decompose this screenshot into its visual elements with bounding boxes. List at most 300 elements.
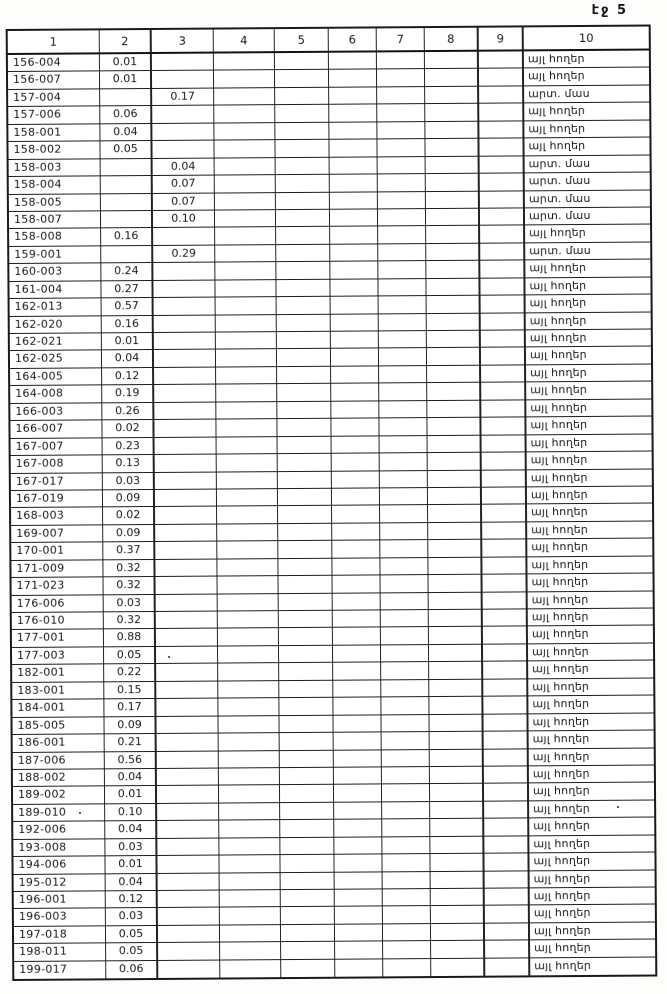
empty-cell [482,487,527,505]
empty-cell [381,697,429,715]
empty-cell [485,958,530,976]
empty-cell [331,366,379,384]
empty-cell [431,906,485,924]
empty-cell [485,941,530,959]
value-cell: 0.04 [105,821,157,839]
code-cell: 177-003 [12,647,104,665]
empty-cell [217,541,278,559]
code-cell: 197-018 [14,926,106,944]
empty-cell [331,384,379,402]
empty-cell [427,296,481,314]
scan-speck [168,656,170,658]
note-cell: այլ հողեր [528,643,653,661]
value-cell [152,106,214,124]
value-cell: 0.24 [101,263,153,281]
empty-cell [377,139,425,157]
empty-cell [380,471,428,489]
empty-cell [427,348,481,366]
empty-cell [377,52,425,70]
empty-cell [280,837,334,855]
empty-cell [425,87,479,105]
empty-cell [219,838,280,856]
empty-cell [430,836,484,854]
empty-cell [280,750,334,768]
empty-cell [377,104,425,122]
empty-cell [481,383,526,401]
empty-cell [217,489,278,507]
empty-cell [379,349,427,367]
empty-cell [484,784,529,802]
value-cell: 0.37 [103,542,155,560]
empty-cell [215,158,276,176]
note-cell: այլ հողեր [527,452,652,470]
empty-cell [381,610,429,628]
empty-cell [220,925,281,943]
empty-cell [332,558,380,576]
empty-cell [216,332,277,350]
empty-cell [382,750,430,768]
empty-cell [329,105,377,123]
value-cell [152,54,214,72]
value-cell [154,402,216,420]
empty-cell [426,261,480,279]
note-cell: այլ հողեր [528,661,653,679]
empty-cell [378,174,426,192]
empty-cell [383,941,431,959]
note-cell: այլ հողեր [526,417,651,435]
empty-cell [428,505,482,523]
empty-cell [380,505,428,523]
empty-cell [483,697,528,715]
note-cell: այլ հողեր [528,609,653,627]
code-cell: 158-002 [8,142,100,160]
code-cell: 199-017 [14,961,106,979]
empty-cell [333,715,381,733]
empty-cell [275,105,329,123]
empty-cell [380,540,428,558]
value-cell [155,524,217,542]
empty-cell [379,383,427,401]
value-cell: 0.01 [102,333,154,351]
empty-cell [428,470,482,488]
empty-cell [280,820,334,838]
note-cell: այլ հողեր [526,364,651,382]
empty-cell [335,907,383,925]
empty-cell [481,330,526,348]
empty-cell [278,524,332,542]
empty-cell [429,627,483,645]
empty-cell [431,871,485,889]
empty-cell [279,593,333,611]
empty-cell [276,227,330,245]
empty-cell [430,784,484,802]
empty-cell [215,175,276,193]
note-cell: այլ հողեր [526,295,651,313]
empty-cell [219,785,280,803]
empty-cell [331,314,379,332]
empty-cell [214,105,275,123]
code-cell: 169-007 [11,525,103,543]
empty-cell [275,53,329,71]
empty-cell [480,278,525,296]
value-cell [155,542,217,560]
empty-cell [428,488,482,506]
empty-cell [276,210,330,228]
empty-cell [480,208,525,226]
empty-cell [278,489,332,507]
note-cell: այլ հողեր [529,748,654,766]
empty-cell [278,436,332,454]
code-cell: 171-023 [12,577,104,595]
empty-cell [334,855,382,873]
empty-cell [382,837,430,855]
code-cell: 158-004 [9,176,101,194]
value-cell [156,716,218,734]
value-cell [156,699,218,717]
empty-cell [426,209,480,227]
empty-cell [220,908,281,926]
empty-cell [217,506,278,524]
code-cell: 196-001 [14,891,106,909]
empty-cell [480,191,525,209]
empty-cell [280,785,334,803]
note-cell: այլ հողեր [524,68,649,86]
empty-cell [281,959,335,977]
empty-cell [483,679,528,697]
value-cell: 0.03 [106,908,158,926]
note-cell: արտ. մաս [524,85,649,103]
empty-cell [380,436,428,454]
value-cell [101,246,153,264]
value-cell: 0.01 [100,71,152,89]
empty-cell [277,349,331,367]
note-cell: այլ հողեր [529,818,654,836]
note-cell: այլ հողեր [529,835,654,853]
note-cell: այլ հողեր [525,260,650,278]
empty-cell [215,228,276,246]
empty-cell [383,959,431,977]
value-cell: 0.26 [102,403,154,421]
empty-cell [482,435,527,453]
empty-cell [334,732,382,750]
empty-cell [425,52,479,70]
code-cell: 158-007 [9,211,101,229]
value-cell: 0.88 [104,629,156,647]
empty-cell [276,192,330,210]
value-cell [157,768,219,786]
code-cell: 164-005 [10,368,102,386]
empty-cell [479,139,524,157]
note-cell: այլ հողեր [524,51,649,69]
empty-cell [334,767,382,785]
code-cell: 158-001 [8,124,100,142]
value-cell [155,507,217,525]
code-cell: 159-001 [9,246,101,264]
empty-cell [426,191,480,209]
empty-cell [427,313,481,331]
empty-cell [219,803,280,821]
empty-cell [330,227,378,245]
value-cell [100,89,152,107]
empty-cell [279,698,333,716]
header-cell: 2 [100,30,152,54]
value-cell [158,891,220,909]
header-cell: 9 [479,27,524,51]
empty-cell [332,471,380,489]
empty-cell [427,418,481,436]
empty-cell [335,924,383,942]
code-cell: 168-003 [11,508,103,526]
empty-cell [333,663,381,681]
note-cell: այլ հողեր [527,556,652,574]
empty-cell [425,121,479,139]
code-cell: 193-008 [13,839,105,857]
empty-cell [426,244,480,262]
value-cell [155,559,217,577]
value-cell [156,646,218,664]
note-cell: այլ հողեր [528,713,653,731]
empty-cell [378,226,426,244]
empty-cell [481,348,526,366]
value-cell [154,420,216,438]
value-cell: 0.04 [102,350,154,368]
empty-cell [381,715,429,733]
empty-cell [217,454,278,472]
empty-cell [281,942,335,960]
value-cell: 0.04 [105,769,157,787]
empty-cell [429,697,483,715]
empty-cell [218,594,279,612]
value-cell: 0.32 [104,577,156,595]
code-cell: 157-006 [8,107,100,125]
empty-cell [383,889,431,907]
empty-cell [330,157,378,175]
empty-cell [381,662,429,680]
value-cell [157,838,219,856]
data-table [6,25,658,982]
table-body [8,51,655,980]
header-cell: 3 [152,30,214,54]
value-cell: 0.04 [153,158,215,176]
code-cell: 195-012 [14,874,106,892]
empty-cell [482,470,527,488]
empty-cell [277,384,331,402]
empty-cell [484,819,529,837]
empty-cell [281,925,335,943]
empty-cell [430,854,484,872]
value-cell [154,367,216,385]
empty-cell [425,104,479,122]
empty-cell [332,436,380,454]
empty-cell [428,557,482,575]
note-cell: այլ հողեր [529,731,654,749]
empty-cell [332,453,380,471]
empty-cell [216,350,277,368]
empty-cell [334,802,382,820]
code-cell: 184-001 [12,700,104,718]
empty-cell [426,174,480,192]
empty-cell [381,575,429,593]
empty-cell [219,751,280,769]
note-cell: այլ հողեր [524,138,649,156]
value-cell [158,908,220,926]
value-cell: 0.21 [105,734,157,752]
code-cell: 167-007 [11,438,103,456]
empty-cell [281,890,335,908]
empty-cell [275,70,329,88]
empty-cell [380,523,428,541]
empty-cell [377,122,425,140]
empty-cell [279,663,333,681]
note-cell: այլ հողեր [529,783,654,801]
empty-cell [280,855,334,873]
empty-cell [215,280,276,298]
empty-cell [217,524,278,542]
empty-cell [277,419,331,437]
empty-cell [431,941,485,959]
empty-cell [427,366,481,384]
header-cell: 7 [377,28,425,52]
note-cell: այլ հողեր [526,382,651,400]
empty-cell [379,401,427,419]
note-cell: այլ հողեր [530,922,655,940]
value-cell: 0.07 [153,176,215,194]
note-cell: այլ հողեր [525,225,650,243]
note-cell: այլ հողեր [527,486,652,504]
empty-cell [335,942,383,960]
empty-cell [379,314,427,332]
empty-cell [332,488,380,506]
empty-cell [218,716,279,734]
note-cell: այլ հողեր [526,312,651,330]
empty-cell [276,175,330,193]
empty-cell [276,279,330,297]
value-cell: 0.12 [106,891,158,909]
value-cell: 0.12 [102,368,154,386]
empty-cell [379,366,427,384]
empty-cell [276,157,330,175]
empty-cell [482,505,527,523]
empty-cell [276,245,330,263]
empty-cell [216,384,277,402]
empty-cell [382,767,430,785]
empty-cell [430,767,484,785]
value-cell [157,856,219,874]
empty-cell [277,314,331,332]
empty-cell [428,540,482,558]
note-cell: այլ հողեր [530,905,655,923]
empty-cell [426,226,480,244]
empty-cell [330,262,378,280]
empty-cell [220,960,281,978]
code-cell: 162-025 [10,351,102,369]
note-cell: այլ հողեր [528,626,653,644]
value-cell [154,298,216,316]
empty-cell [381,628,429,646]
value-cell [153,263,215,281]
code-cell: 182-001 [12,665,104,683]
empty-cell [279,646,333,664]
note-cell: այլ հողեր [529,765,654,783]
value-cell [156,577,218,595]
empty-cell [382,784,430,802]
value-cell: 0.06 [106,961,158,979]
empty-cell [215,210,276,228]
code-cell: 166-007 [10,421,102,439]
empty-cell [218,629,279,647]
value-cell [156,664,218,682]
value-cell: 0.01 [105,856,157,874]
empty-cell [383,907,431,925]
header-cell: 10 [524,27,649,52]
code-cell: 196-003 [14,909,106,927]
empty-cell [426,156,480,174]
empty-cell [482,557,527,575]
value-cell: 0.01 [100,54,152,72]
value-cell [157,734,219,752]
empty-cell [429,645,483,663]
empty-cell [334,785,382,803]
empty-cell [331,297,379,315]
empty-cell [484,749,529,767]
value-cell: 0.23 [103,438,155,456]
note-cell: այլ հողեր [529,800,654,818]
empty-cell [214,71,275,89]
note-cell: այլ հողեր [528,696,653,714]
empty-cell [278,506,332,524]
empty-cell [481,400,526,418]
note-cell: այլ հողեր [528,591,653,609]
value-cell [156,681,218,699]
empty-cell [217,472,278,490]
value-cell [153,280,215,298]
empty-cell [215,245,276,263]
empty-cell [332,506,380,524]
empty-cell [279,611,333,629]
empty-cell [218,681,279,699]
code-cell: 185-005 [12,717,104,735]
code-cell: 166-003 [10,403,102,421]
empty-cell [485,906,530,924]
value-cell [158,960,220,978]
empty-cell [331,419,379,437]
empty-cell [329,52,377,70]
empty-cell [430,802,484,820]
note-cell: այլ հողեր [525,277,650,295]
code-cell: 158-003 [9,159,101,177]
empty-cell [333,610,381,628]
value-cell [154,385,216,403]
code-cell: 198-011 [14,944,106,962]
empty-cell [275,140,329,158]
empty-cell [329,122,377,140]
code-cell: 162-020 [10,316,102,334]
empty-cell [427,331,481,349]
empty-cell [377,87,425,105]
value-cell: 0.17 [152,88,214,106]
empty-cell [428,453,482,471]
empty-cell [483,627,528,645]
code-cell: 170-001 [11,543,103,561]
empty-cell [483,592,528,610]
empty-cell [481,296,526,314]
empty-cell [381,593,429,611]
value-cell [155,437,217,455]
empty-cell [218,663,279,681]
empty-cell [481,365,526,383]
value-cell: 0.16 [101,228,153,246]
value-cell: 0.17 [104,699,156,717]
